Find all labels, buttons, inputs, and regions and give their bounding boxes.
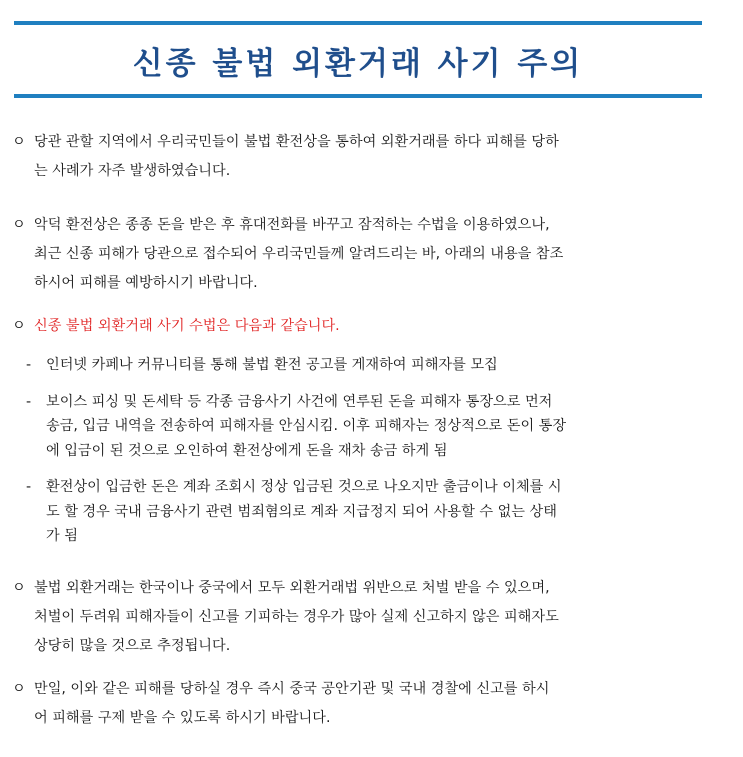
bullet-circle-icon: ㅇ <box>12 680 26 697</box>
paragraph-fraud-warning <box>12 211 712 298</box>
paragraph-line: 상당히 많을 것으로 추정됩니다. <box>34 637 231 654</box>
paragraph-punishment <box>12 574 712 661</box>
paragraph-line: 당관 관할 지역에서 우리국민들이 불법 환전상을 통하여 외환거래를 하다 피해를 당하 <box>34 134 559 150</box>
dash-icon: - <box>26 479 32 495</box>
paragraph-fraud-methods-heading <box>12 312 712 341</box>
paragraph-line: 어 피해를 구제 받을 수 있도록 하시기 바랍니다. <box>34 709 331 726</box>
sub-item-line: 인터넷 카페나 커뮤니티를 통해 불법 환전 공고를 게재하여 피해자를 모집 <box>46 357 498 373</box>
sub-item-line: 가 됨 <box>46 528 78 544</box>
sub-item-line: 도 할 경우 국내 금융사기 관련 범죄혐의로 계좌 지급정지 되어 사용할 수 없는 상태 <box>46 503 557 520</box>
fraud-methods-heading: 신종 불법 외환거래 사기 수법은 다음과 같습니다. <box>34 318 340 334</box>
bullet-circle-icon: ㅇ <box>12 134 26 150</box>
bullet-circle-icon: ㅇ <box>12 217 26 233</box>
sub-item-line: 에 입금이 된 것으로 오인하여 환전상에게 돈을 재차 송금 하게 됨 <box>46 442 448 459</box>
bullet-circle-icon: ㅇ <box>12 318 26 334</box>
paragraph-line: 하시어 피해를 예방하시기 바랍니다. <box>34 275 258 291</box>
sub-item-money-transfer <box>26 390 712 464</box>
paragraph-line: 불법 외환거래는 한국이나 중국에서 모두 외환거래법 위반으로 처벌 받을 수 있으며, <box>34 579 550 596</box>
paragraph-line: 처벌이 두려워 피해자들이 신고를 기피하는 경우가 많아 실제 신고하지 않은 피해자도 <box>34 608 559 625</box>
sub-item-line: 송금, 입금 내역을 전송하여 피해자를 안심시킴. 이후 피해자는 정상적으로 돈이 통장 <box>46 418 567 434</box>
paragraph-line: 최근 신종 피해가 당관으로 접수되어 우리국민들께 알려드리는 바, 아래의 내용을 참조 <box>34 246 564 262</box>
paragraph-line: 만일, 이와 같은 피해를 당하실 경우 즉시 중국 공안기관 및 국내 경찰에 신고를 하시 <box>34 680 550 697</box>
sub-item-account-freeze <box>26 475 712 549</box>
title-rule-bottom <box>14 94 702 98</box>
sub-item-line: 환전상이 입금한 돈은 계좌 조회시 정상 입금된 것으로 나오지만 출금이나 이체를 시 <box>46 479 562 495</box>
bullet-circle-icon: ㅇ <box>12 579 26 596</box>
sub-item-recruitment <box>26 353 712 378</box>
paragraph-line: 는 사례가 자주 발생하였습니다. <box>34 163 231 179</box>
dash-icon: - <box>26 357 32 373</box>
notice-body <box>12 128 712 733</box>
title-rule-top <box>14 21 702 25</box>
sub-item-line: 보이스 피싱 및 돈세탁 등 각종 금융사기 사건에 연루된 돈을 피해자 통장으로 먼저 <box>46 393 553 410</box>
paragraph-line: 악덕 환전상은 종종 돈을 받은 후 휴대전화를 바꾸고 잠적하는 수법을 이용하였으나, <box>34 217 550 233</box>
paragraph-report-advice <box>12 675 712 733</box>
paragraph-incident-report <box>12 128 712 186</box>
page-title: 신종 불법 외환거래 사기 주의 <box>132 45 584 82</box>
dash-icon: - <box>26 393 32 410</box>
